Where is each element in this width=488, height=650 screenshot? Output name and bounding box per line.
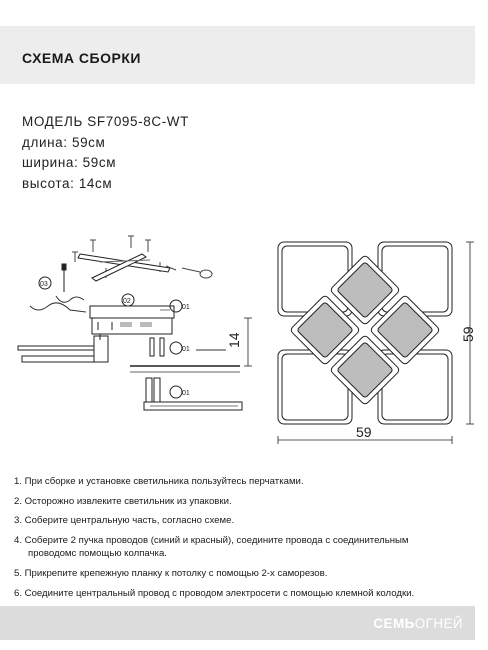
exploded-view xyxy=(18,236,242,410)
label-01b: 01 xyxy=(182,346,190,353)
step-3: 3. Соберите центральную часть, согласно схеме. xyxy=(14,515,235,527)
header-band xyxy=(0,26,475,84)
label-01a: 01 xyxy=(182,304,190,311)
length-line: длина: 59см xyxy=(22,134,106,150)
step-1: 1. При сборке и установке светильника пользуйтесь перчатками. xyxy=(14,476,304,487)
dim-height-label: 14 xyxy=(226,332,242,348)
dim-width-label: 59 xyxy=(356,424,372,440)
step-5: 5. Прикрепите крепежную планку к потолку с помощью 2-х саморезов. xyxy=(14,568,328,580)
brand-logo xyxy=(373,616,463,631)
step-2: 2. Осторожно извлеките светильник из упаковки. xyxy=(14,495,232,507)
assembly-diagram xyxy=(0,225,488,455)
height-dimension xyxy=(244,318,252,366)
specs-block xyxy=(22,112,189,194)
brand-bold: СЕМЬ xyxy=(373,616,415,631)
width-line: ширина: 59см xyxy=(22,155,117,170)
step-6: 6. Соедините центральный провод с проводом электросети с помощью клемной колодки. xyxy=(14,587,415,599)
step-4: 4. Соберите 2 пучка проводов (синий и красный), соедините провода с соединительным xyxy=(14,534,409,546)
brand-light: ОГНЕЙ xyxy=(414,616,463,631)
instructions-list xyxy=(14,472,484,604)
mounting-bracket xyxy=(78,254,176,281)
height-line: высота: 14см xyxy=(22,175,113,191)
dim-depth-label: 59 xyxy=(460,326,476,342)
footer-band xyxy=(0,606,475,640)
lamp-frame xyxy=(18,334,240,372)
label-03: 03 xyxy=(40,281,48,288)
canopy xyxy=(90,306,174,334)
label-01c: 01 xyxy=(182,390,190,397)
lower-module xyxy=(144,378,242,410)
top-view xyxy=(278,242,452,424)
model-line: МОДЕЛЬ SF7095-8C-WT xyxy=(22,114,189,129)
step-4-continued: проводомс помощью колпачка. xyxy=(28,548,167,560)
label-02: 02 xyxy=(123,298,131,305)
page-title: СХЕМА СБОРКИ xyxy=(22,50,141,66)
